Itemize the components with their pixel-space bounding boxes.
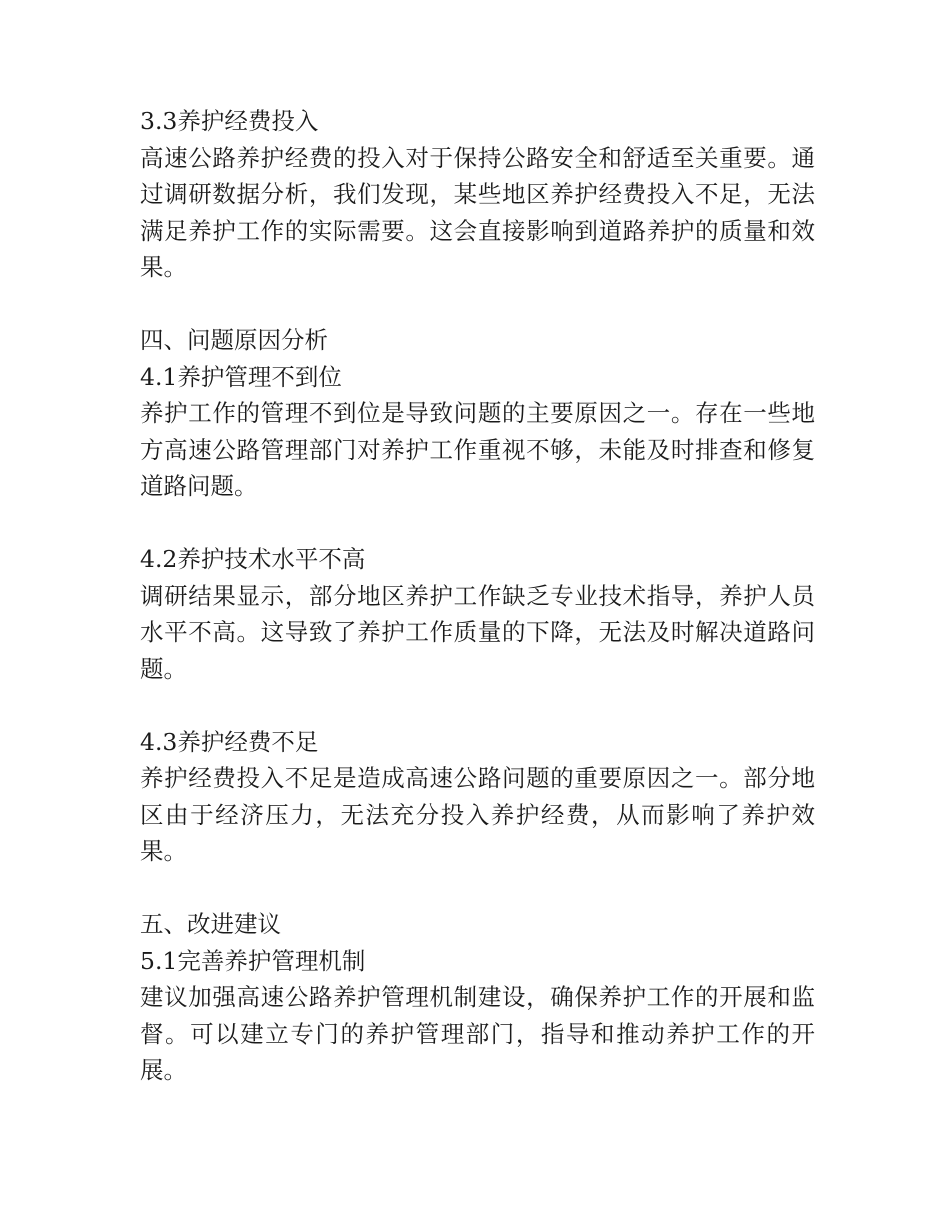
document-page (140, 103, 815, 1089)
section-heading-4-2: 4.2养护技术水平不高 (140, 545, 366, 573)
section-heading-3-3: 3.3养护经费投入 (140, 107, 319, 135)
paragraph-gap (140, 286, 815, 323)
paragraph-5-1: 建议加强高速公路养护管理机制建设，确保养护工作的开展和监督。可以建立专门的养护管理部门，指导和推动养护工作的开展。 (140, 983, 815, 1084)
chapter-heading-4: 四、问题原因分析 (140, 326, 328, 354)
section-heading-5-1: 5.1完善养护管理机制 (140, 946, 366, 975)
paragraph-4-1: 养护工作的管理不到位是导致问题的主要原因之一。存在一些地方高速公路管理部门对养护工作重视不够，未能及时排查和修复道路问题。 (140, 399, 815, 500)
paragraph-gap (140, 687, 815, 724)
paragraph-4-2: 调研结果显示，部分地区养护工作缺乏专业技术指导，养护人员水平不高。这导致了养护工作质量的下降，无法及时解决道路问题。 (140, 581, 815, 683)
section-heading-4-3: 4.3养护经费不足 (140, 727, 319, 756)
paragraph-3-3: 高速公路养护经费的投入对于保持公路安全和舒适至关重要。通过调研数据分析，我们发现，某些地区养护经费投入不足，无法满足养护工作的实际需要。这会直接影响到道路养护的质量和效果。 (140, 143, 815, 281)
paragraph-gap (140, 505, 815, 542)
section-heading-4-1: 4.1养护管理不到位 (140, 362, 342, 391)
chapter-heading-5: 五、改进建议 (140, 910, 281, 938)
paragraph-4-3: 养护经费投入不足是造成高速公路问题的重要原因之一。部分地区由于经济压力，无法充分投入养护经费，从而影响了养护效果。 (140, 764, 815, 865)
paragraph-gap (140, 870, 815, 907)
